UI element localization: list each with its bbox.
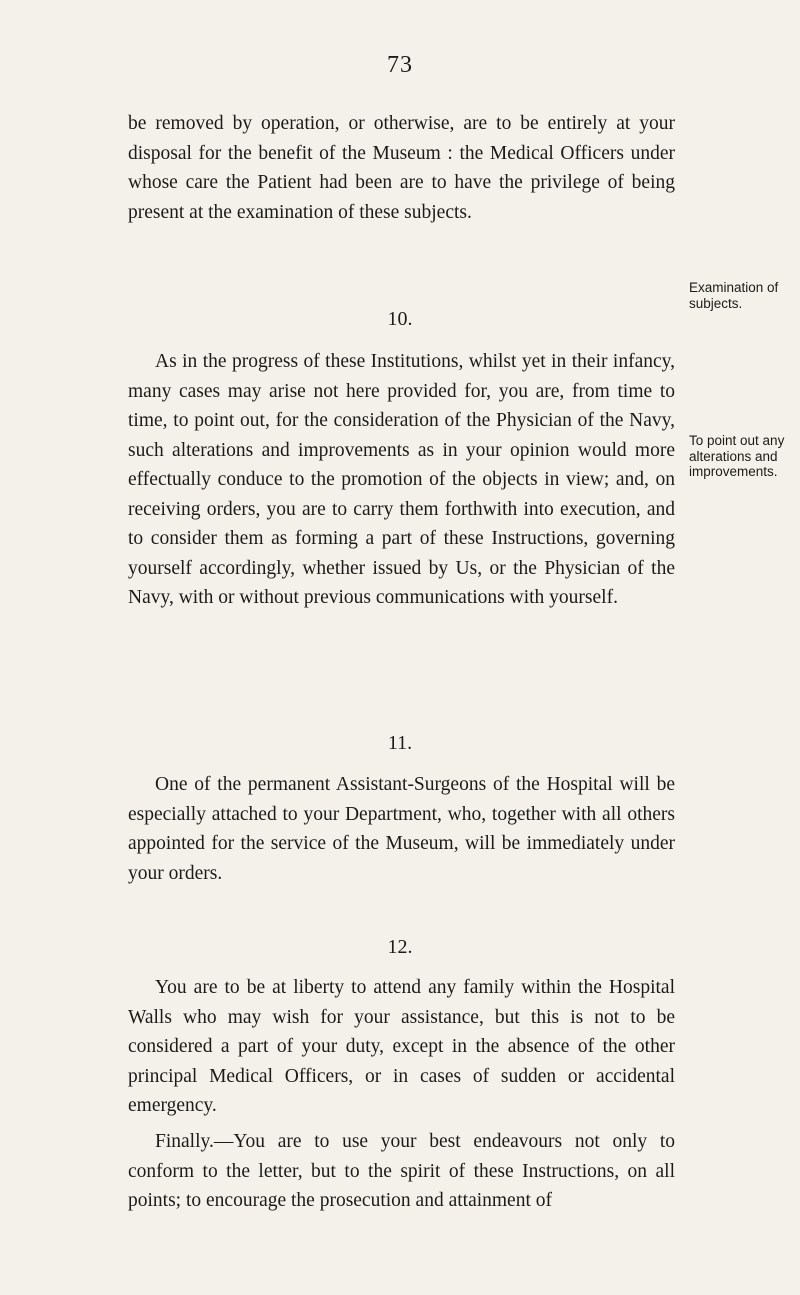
paragraph-section-12: You are to be at liberty to attend any family within the Hospital Walls who may wish for your assistance, but this is not to be considered a part of your duty, except in the absence of the other principal Medical Officers, or in cases of sudden or accidental emergency. [128,977,675,1116]
margin-note-examination: Examination of subjects. [689,280,779,311]
page-number: 73 [387,52,413,78]
section-number-11: 11. [387,732,413,754]
paragraph-examination: be removed by operation, or otherwise, are to be entirely at your disposal for the benefit of the Museum : the Medical Officers under whose care the Patient had been are to have the privilege of being present at the examination of these subjects. [128,113,675,223]
section-number-10: 10. [387,308,413,330]
paragraph-section-11: One of the permanent Assistant-Surgeons of the Hospital will be especially attached to your Department, who, together with all others appointed for the service of the Museum, will be immediately under your orders. [128,774,675,884]
paragraph-section-10: As in the progress of these Institutions, whilst yet in their infancy, many cases may arise not here provided for, you are, from time to time, to point out, for the consideration of the Physician of the Navy, such alterations and improvements as in your opinion would more effectually conduce to the promotion of the objects in view; and, on receiving orders, you are to carry them forthwith into execution, and to consider them as forming a part of these Instructions, governing yourself accordingly, whether issued by Us, or the Physician of the Navy, with or without previous communications with yourself. [128,351,675,608]
section-number-12: 12. [387,936,413,958]
paragraph-finally: Finally.—You are to use your best endeavours not only to conform to the letter, but to the spirit of these Instructions, on all points; to encourage the prosecution and attainment of [128,1131,675,1211]
margin-note-alterations: To point out any alterations and improvements. [689,433,785,479]
